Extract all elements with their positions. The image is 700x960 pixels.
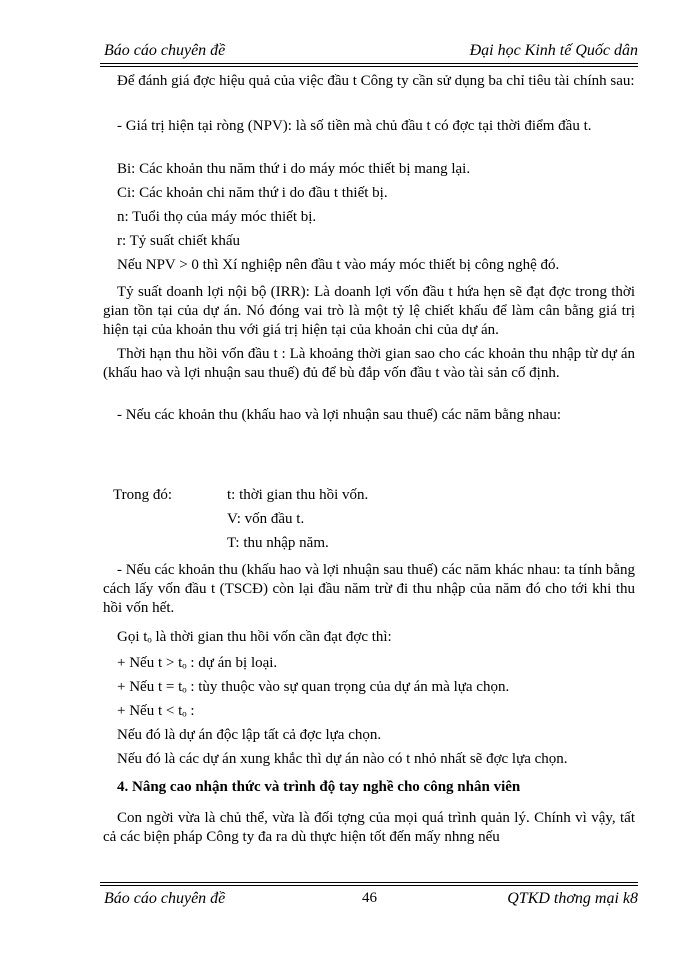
paragraph: n: Tuổi thọ của máy móc thiết bị. — [117, 209, 317, 225]
header-rule-thin — [100, 66, 638, 67]
paragraph: Con ngời vừa là chủ thể, vừa là đối tợng của mọi quá trình quản lý. Chính vì vậy, tất cả các biện pháp Công ty đa ra dù thực hiện tốt đến mấy nhng nếu — [103, 810, 635, 845]
paragraph: Nếu đó là các dự án xung khắc thì dự án nào có t nhỏ nhất sẽ đợc lựa chọn. — [117, 751, 568, 767]
where-item: T: thu nhập năm. — [227, 535, 329, 551]
header-right: Đại học Kinh tế Quốc dân — [469, 42, 638, 59]
page-footer — [100, 888, 638, 910]
paragraph: - Giá trị hiện tại ròng (NPV): là số tiền mà chủ đầu t có đợc tại thời điểm đầu t. — [117, 118, 592, 134]
page-header — [100, 40, 638, 64]
paragraph: + Nếu t > tₒ : dự án bị loại. — [117, 655, 278, 671]
footer-right: QTKD thơng mại k8 — [507, 890, 638, 907]
paragraph: Gọi tₒ là thời gian thu hồi vốn cần đạt đợc thì: — [117, 629, 392, 645]
where-label: Trong đó: — [113, 487, 173, 503]
section-heading: 4. Nâng cao nhận thức và trình độ tay nghề cho công nhân viên — [117, 779, 521, 795]
header-rule — [100, 63, 638, 64]
paragraph: + Nếu t < tₒ : — [117, 703, 195, 719]
footer-left: Báo cáo chuyên đề — [104, 890, 226, 907]
paragraph: - Nếu các khoản thu (khấu hao và lợi nhuận sau thuế) các năm khác nhau: ta tính bằng cách lấy vốn đầu t (TSCĐ) còn lại đầu năm trừ đi thu nhập của năm đó cho tới khi thu hồi vốn hết. — [103, 562, 635, 616]
footer-rule — [100, 885, 638, 886]
paragraph: Thời hạn thu hồi vốn đầu t : Là khoảng thời gian sao cho các khoản thu nhập từ dự án (khấu hao và lợi nhuận sau thuế) đủ để bù đắp vốn đầu t vào tài sản cố định. — [103, 346, 635, 381]
paragraph: r: Tỷ suất chiết khấu — [117, 233, 241, 249]
paragraph: Bi: Các khoản thu năm thứ i do máy móc thiết bị mang lại. — [117, 161, 471, 177]
where-item: V: vốn đầu t. — [227, 511, 305, 527]
header-left: Báo cáo chuyên đề — [104, 42, 226, 59]
paragraph: Nếu NPV > 0 thì Xí nghiệp nên đầu t vào máy móc thiết bị công nghệ đó. — [117, 257, 560, 273]
paragraph: Để đánh giá đợc hiệu quả của việc đầu t Công ty cần sử dụng ba chỉ tiêu tài chính sau: — [117, 73, 635, 89]
paragraph: + Nếu t = tₒ : tùy thuộc vào sự quan trọng của dự án mà lựa chọn. — [117, 679, 510, 695]
where-item: t: thời gian thu hồi vốn. — [227, 487, 369, 503]
paragraph: Nếu đó là dự án độc lập tất cả đợc lựa chọn. — [117, 727, 382, 743]
paragraph: - Nếu các khoản thu (khấu hao và lợi nhuận sau thuế) các năm bằng nhau: — [117, 407, 562, 423]
page-number: 46 — [362, 890, 377, 906]
paragraph: Ci: Các khoản chi năm thứ i do đầu t thiết bị. — [117, 185, 388, 201]
footer-rule-thin — [100, 882, 638, 883]
paragraph: Tỷ suất doanh lợi nội bộ (IRR): Là doanh lợi vốn đầu t hứa hẹn sẽ đạt đợc trong thời gian tồn tại của dự án. Nó đóng vai trò là một tỷ lệ chiết khấu để làm cân bằng giá trị hiện tại của khoản thu với giá trị hiện tại của khoản chi của dự án. — [103, 284, 635, 338]
